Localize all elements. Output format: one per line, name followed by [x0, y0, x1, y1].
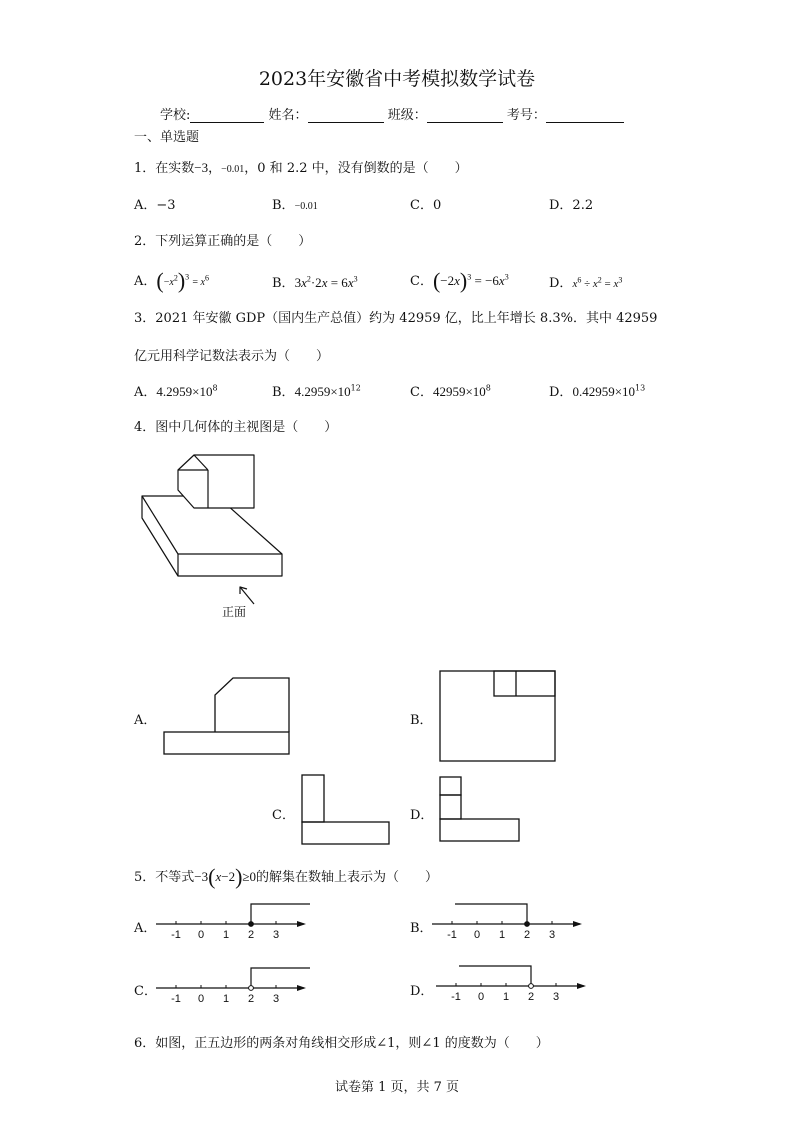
tick-label: 0	[197, 993, 205, 1005]
tick-label: -1	[171, 993, 181, 1005]
tick-label: 1	[502, 991, 510, 1003]
tick-label: -1	[451, 991, 461, 1003]
tick-label: 2	[523, 929, 531, 941]
name-field[interactable]	[308, 108, 384, 123]
q3-option-c[interactable]: C．$42959\times 10^8$	[410, 383, 491, 400]
question-3-line2: 亿元用科学记数法表示为（ ）	[134, 349, 330, 364]
solution-bracket	[251, 904, 310, 924]
tick-label: 2	[247, 929, 255, 941]
q4-option-a-label[interactable]: A．	[134, 713, 157, 728]
tick-label: 1	[222, 993, 230, 1005]
tick-label: 3	[548, 929, 556, 941]
q1-option-b[interactable]: B．−0.01	[272, 198, 318, 213]
q5-option-d-numberline[interactable]	[434, 960, 594, 1008]
axis-arrow	[297, 921, 306, 927]
question-1-stem: 1．在实数−3，−0.01，0 和 2.2 中，没有倒数的是（ ）	[134, 160, 468, 176]
endpoint-dot	[529, 984, 534, 989]
tick-label: -1	[171, 929, 181, 941]
tick-label: 3	[552, 991, 560, 1003]
number-field[interactable]	[546, 108, 624, 123]
q4-option-d-figure[interactable]	[436, 774, 522, 846]
q4-option-a-figure[interactable]	[160, 675, 295, 757]
q2-option-c[interactable]: C．$(-2x)^3 = -6x^3$	[410, 268, 509, 293]
q2-option-b[interactable]: B．$3x^2\cdot 2x = 6x^3$	[272, 274, 358, 291]
q2-option-a[interactable]: A．$(-x^2)^3 = x^6$	[134, 268, 209, 293]
section-heading: 一、单选题	[134, 130, 200, 145]
class-label: 班级：	[387, 108, 427, 123]
axis-arrow	[297, 985, 306, 991]
q5-option-c-label[interactable]: C．	[134, 984, 157, 999]
tick-label: 0	[477, 991, 485, 1003]
q1-option-a[interactable]: A．−3	[134, 198, 176, 213]
q2-d-expr: $x^6 \div x^2 = x^3$	[572, 275, 623, 290]
solution-bracket	[459, 966, 531, 986]
q4-option-b-figure[interactable]	[436, 668, 558, 764]
tick-label: 2	[527, 991, 535, 1003]
q5-option-a-label[interactable]: A．	[134, 921, 157, 936]
question-5-stem: 5．不等式−3(x−2)≥0的解集在数轴上表示为（ ）	[134, 864, 439, 889]
tick-label: -1	[447, 929, 457, 941]
front-label: 正面	[222, 605, 247, 619]
q1-option-c[interactable]: C．0	[410, 198, 442, 213]
name-label: 姓名：	[268, 108, 308, 123]
page-title: 2023年安徽省中考模拟数学试卷	[258, 68, 536, 90]
page-footer: 试卷第 1 页，共 7 页	[334, 1080, 460, 1095]
question-3-line1: 3．2021 年安徽 GDP（国内生产总值）约为 42959 亿，比上年增长 8.3%．其中 42959	[134, 311, 658, 326]
q2-c-expr: $(-2x)^3 = -6x^3$	[432, 268, 509, 293]
question-6-stem: 6．如图，正五边形的两条对角线相交形成∠1，则∠1 的度数为（ ）	[134, 1036, 549, 1051]
q4-solid-figure	[130, 448, 300, 628]
school-field[interactable]	[190, 108, 264, 123]
number-label: 考号：	[506, 108, 546, 123]
endpoint-dot	[525, 922, 530, 927]
top-block	[178, 455, 254, 508]
q4-option-c-figure[interactable]	[298, 772, 393, 848]
q4-option-d-label[interactable]: D．	[410, 808, 434, 823]
class-field[interactable]	[427, 108, 503, 123]
q3-option-a[interactable]: A．$4.2959\times 10^8$	[134, 383, 218, 400]
endpoint-dot	[249, 986, 254, 991]
axis-arrow	[573, 921, 582, 927]
tick-label: 0	[197, 929, 205, 941]
q5-option-b-numberline[interactable]	[430, 898, 590, 946]
tick-label: 2	[247, 993, 255, 1005]
endpoint-dot	[249, 922, 254, 927]
q5-option-c-numberline[interactable]	[154, 962, 314, 1010]
tick-label: 1	[222, 929, 230, 941]
q5-option-b-label[interactable]: B．	[410, 921, 433, 936]
tick-label: 3	[272, 993, 280, 1005]
school-label: 学校:	[160, 108, 191, 123]
q4-option-c-label[interactable]: C．	[272, 808, 295, 823]
question-4-stem: 4．图中几何体的主视图是（ ）	[134, 420, 338, 435]
q4-option-b-label[interactable]: B．	[410, 713, 433, 728]
tick-label: 0	[473, 929, 481, 941]
axis-arrow	[577, 983, 586, 989]
q5-option-d-label[interactable]: D．	[410, 984, 434, 999]
solution-bracket	[251, 968, 310, 988]
q2-option-d[interactable]: D．$x^6 \div x^2 = x^3$	[549, 275, 623, 291]
q3-option-b[interactable]: B．$4.2959\times 10^{12}$	[272, 383, 361, 400]
q5-inequality: −3(x−2)≥0	[194, 864, 257, 889]
question-2-stem: 2．下列运算正确的是（ ）	[134, 234, 312, 249]
q2-b-expr: $3x^2\cdot 2x = 6x^3$	[294, 274, 358, 290]
q3-option-d[interactable]: D．$0.42959\times 10^{13}$	[549, 383, 646, 400]
q1-option-d[interactable]: D．2.2	[549, 198, 594, 213]
tick-label: 3	[272, 929, 280, 941]
solution-bracket	[455, 904, 527, 924]
tick-label: 1	[498, 929, 506, 941]
student-info-line	[160, 104, 624, 123]
q2-a-expr: $(-x^2)^3 = x^6$	[156, 268, 209, 293]
q5-option-a-numberline[interactable]	[154, 898, 314, 946]
